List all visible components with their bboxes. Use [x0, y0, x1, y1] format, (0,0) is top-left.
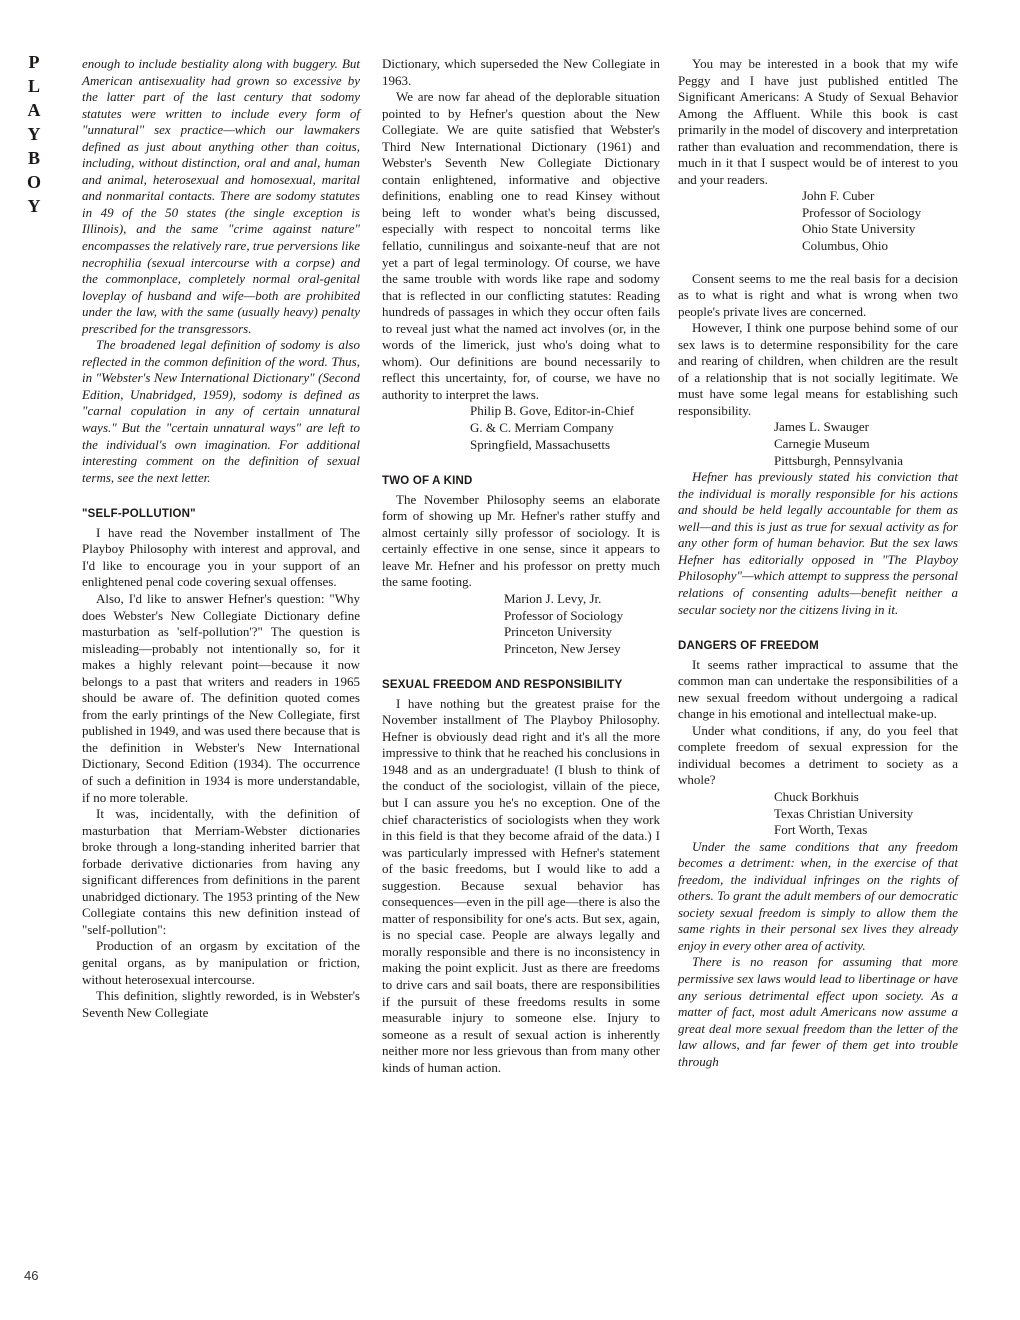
signature-line: Princeton University — [504, 624, 612, 640]
letter-signature — [382, 591, 660, 657]
letter-paragraph: I have nothing but the greatest praise for the November installment of The Playboy Philosophy. Hefner is obviously dead right and it's all the more impressive to think that he reached his conclusions in 1948 and as an undergraduate! (I blush to think of the conduct of the sociologist, villain of the piece, but I can assure you he's no exception. One of the chief characteristics of sociologists when they work in this field is that they become afraid of the data.) I was particularly impressed with Hefner's statement of the basic freedoms, but I would like to add a suggestion. Because sexual behavior has consequences—even in the pill age—there is also the matter of responsibility for one's acts. But sex, again, is no special case. People are always legally and morally responsible and there is no inconsistency in making the point explicit. Just as there are freedoms to drive cars and sail boats, there are responsibilities if the pursuit of these freedoms results in some measurable injury to someone else. Injury to someone as a result of sexual action is inherently neither more nor less grievous than from many other kinds of human action. — [382, 695, 660, 1075]
brand-letter: Y — [27, 196, 41, 216]
editorial-response: Under the same conditions that any freedom becomes a detriment: when, in the exercise of that freedom, the individual infringes on the rights of others. To grant the adult members of our democratic society sexual freedom is simply to allow them the same rights in their personal sex lives they already enjoy in every other area of activity. — [678, 838, 958, 953]
letter-heading: SEXUAL FREEDOM AND RESPONSIBILITY — [382, 679, 623, 692]
editorial-response: Hefner has previously stated his conviction that the individual is morally responsible for his actions and should be held legally accountable for them as well—and this is just as true for sexual activity as for any other form of human behavior. But the sex laws Hefner has editorially opposed in "The Playboy Philosophy"—which attempt to suppress the personal relations of consenting adults—benefit neither a secular society nor the citizens living in it. — [678, 469, 958, 617]
letter-paragraph: This definition, slightly reworded, is in Webster's Seventh New Collegiate — [82, 988, 360, 1020]
letter-paragraph: It seems rather impractical to assume that the common man can undertake the responsibilities of a new sexual freedom without undergoing a radical change in his emotional and intellectual make-up. — [678, 656, 958, 722]
letter-signature — [678, 188, 958, 254]
editorial-response: There is no reason for assuming that more permissive sex laws would lead to libertinage or have any serious detrimental effect upon society. As a matter of fact, most adult Americans now assume a great deal more sexual freedom than the letter of the law allows, and far fewer of them get into trouble through — [678, 954, 958, 1069]
signature-line: John F. Cuber — [802, 188, 875, 204]
editorial-response: The broadened legal definition of sodomy is also reflected in the common definition of the word. Thus, in "Webster's New International Dictionary" (Second Edition, Unabridged, 1959), sodomy is defined as "carnal copulation in any of certain unnatural ways." But the "certain unnatural ways" are left to the individual's own imagination. For additional interesting comment on the definition of sexual terms, see the next letter. — [82, 337, 360, 485]
letter-paragraph: Dictionary, which superseded the New Collegiate in 1963. — [382, 56, 660, 88]
brand-letter: B — [27, 148, 40, 168]
signature-line: James L. Swauger — [774, 419, 869, 435]
signature-line: Princeton, New Jersey — [504, 640, 621, 656]
signature-line: Texas Christian University — [774, 805, 914, 821]
brand-letter: L — [27, 76, 40, 96]
brand-letter: O — [26, 172, 41, 192]
letter-paragraph: I have read the November installment of The Playboy Philosophy with interest and approval, and I'd like to encourage you in your support of an enlightened penal code covering sexual offenses. — [82, 524, 360, 590]
letter-signature — [678, 789, 958, 839]
letter-paragraph: Consent seems to me the real basis for a decision as to what is right and what is wrong when two people's private lives are concerned. — [678, 270, 958, 319]
signature-line: Marion J. Levy, Jr. — [504, 590, 602, 606]
signature-line: Philip B. Gove, Editor-in-Chief — [470, 403, 635, 419]
signature-line: Ohio State University — [802, 221, 916, 237]
signature-line: Professor of Sociology — [802, 204, 922, 220]
letter-heading: "SELF-POLLUTION" — [82, 508, 196, 521]
page-number: 46 — [24, 1268, 39, 1283]
brand-letter: A — [27, 100, 41, 120]
column-3 — [678, 56, 958, 1070]
magazine-brand — [20, 50, 48, 218]
letter-paragraph: Also, I'd like to answer Hefner's question: "Why does Webster's New Collegiate Dictionary define masturbation as 'self-pollution'?" The question is misleading—probably not intentionally so, for it makes a highly relevant point—because it now belongs to a past that writers and readers in 1965 should be aware of. The definition quoted comes from the early printings of the New Collegiate, first published in 1949, and was used there because that is the definition in Webster's New International Dictionary, Second Edition (1934). The occurrence of such a definition in 1934 is more understandable, if no more tolerable. — [82, 590, 360, 805]
block-quote: Production of an orgasm by excitation of the genital organs, as by manipulation or friction, without heterosexual intercourse. — [82, 938, 360, 987]
brand-letter: Y — [27, 124, 41, 144]
brand-letter: P — [28, 52, 40, 72]
letter-paragraph: It was, incidentally, with the definition of masturbation that Merriam-Webster dictionaries broke through a long-standing inherited barrier that forbade derivative dictionaries from having any significant differences from definitions in the parent unabridged dictionary. The 1953 printing of the New Collegiate contains this new definition instead of "self-pollution": — [82, 806, 360, 937]
signature-line: Pittsburgh, Pennsylvania — [774, 452, 904, 468]
signature-line: Columbus, Ohio — [802, 238, 888, 254]
signature-line: Fort Worth, Texas — [774, 822, 868, 838]
column-2 — [382, 56, 660, 1076]
letter-paragraph: Under what conditions, if any, do you feel that complete freedom of sexual expression for the individual becomes a detriment to society as a whole? — [678, 722, 958, 788]
letter-signature — [678, 419, 958, 469]
signature-line: Professor of Sociology — [504, 607, 624, 623]
letter-heading: TWO OF A KIND — [382, 475, 473, 488]
signature-line: Chuck Borkhuis — [774, 788, 859, 804]
letter-signature — [382, 403, 660, 453]
letter-heading: DANGERS OF FREEDOM — [678, 640, 819, 653]
letter-paragraph: We are now far ahead of the deplorable situation pointed to by Hefner's question about the New Collegiate. We are quite satisfied that Webster's Third New International Dictionary (1961) and Webster's Seventh New Collegiate Dictionary contain enlightened, informative and objective definitions, enabling one to read Kinsey without being left to wonder what's being discussed, especially with respect to noncoital terms like fellatio, cunnilingus and soixante-neuf that are not yet a part of legal terminology. Of course, we have the same trouble with words like rape and sodomy that is reflected in our conflicting statutes: Reading hundreds of passages in which they occur often fails to reveal just what the named act involves (or, in the words of the limerick, just who's doing what to whom). Our definitions are bound necessarily to reflect this uncertainty, for, of course, we have no authority to interpret the laws. — [382, 89, 660, 402]
editorial-response: enough to include bestiality along with buggery. But American antisexuality had grown so excessive by the latter part of the last century that sodomy statutes were written to include every form of "unnatural" sex practice—which our lawmakers defined as just about anything other than coitus, including, without distinction, oral and anal, human and animal, heterosexual and homosexual, marital and nonmarital contacts. There are sodomy statutes in 49 of the 50 states (the single exception is Illinois), and the same "crime against nature" encompasses the relatively rare, true perversions like necrophilia (sexual intercourse with a corpse) and the commonplace, completely normal oral-genital loveplay of husband and wife—both are prohibited under the law, with the same (usually heavy) penalty prescribed for the transgressors. — [82, 56, 360, 336]
signature-line: Springfield, Massachusetts — [470, 436, 611, 452]
column-1 — [82, 56, 360, 1021]
signature-line: G. & C. Merriam Company — [470, 420, 614, 436]
letter-paragraph: However, I think one purpose behind some of our sex laws is to determine responsibility for the care and rearing of children, when children are the result of a relationship that is not socially legitimate. We must have some legal means for establishing such responsibility. — [678, 320, 958, 418]
letter-paragraph: You may be interested in a book that my wife Peggy and I have just published entitled The Significant Americans: A Study of Sexual Behavior Among the Affluent. While this book is cast primarily in the model of discovery and interpretation rather than evaluation and recommendation, there is much in it that I suspect would be of interest to you and your readers. — [678, 56, 958, 187]
signature-line: Carnegie Museum — [774, 436, 870, 452]
letter-paragraph: The November Philosophy seems an elaborate form of showing up Mr. Hefner's rather stuffy and almost certainly silly professor of sociology. It is certainly effective in one sense, since it appears to leave Mr. Hefner and his professor on pretty much the same footing. — [382, 491, 660, 590]
